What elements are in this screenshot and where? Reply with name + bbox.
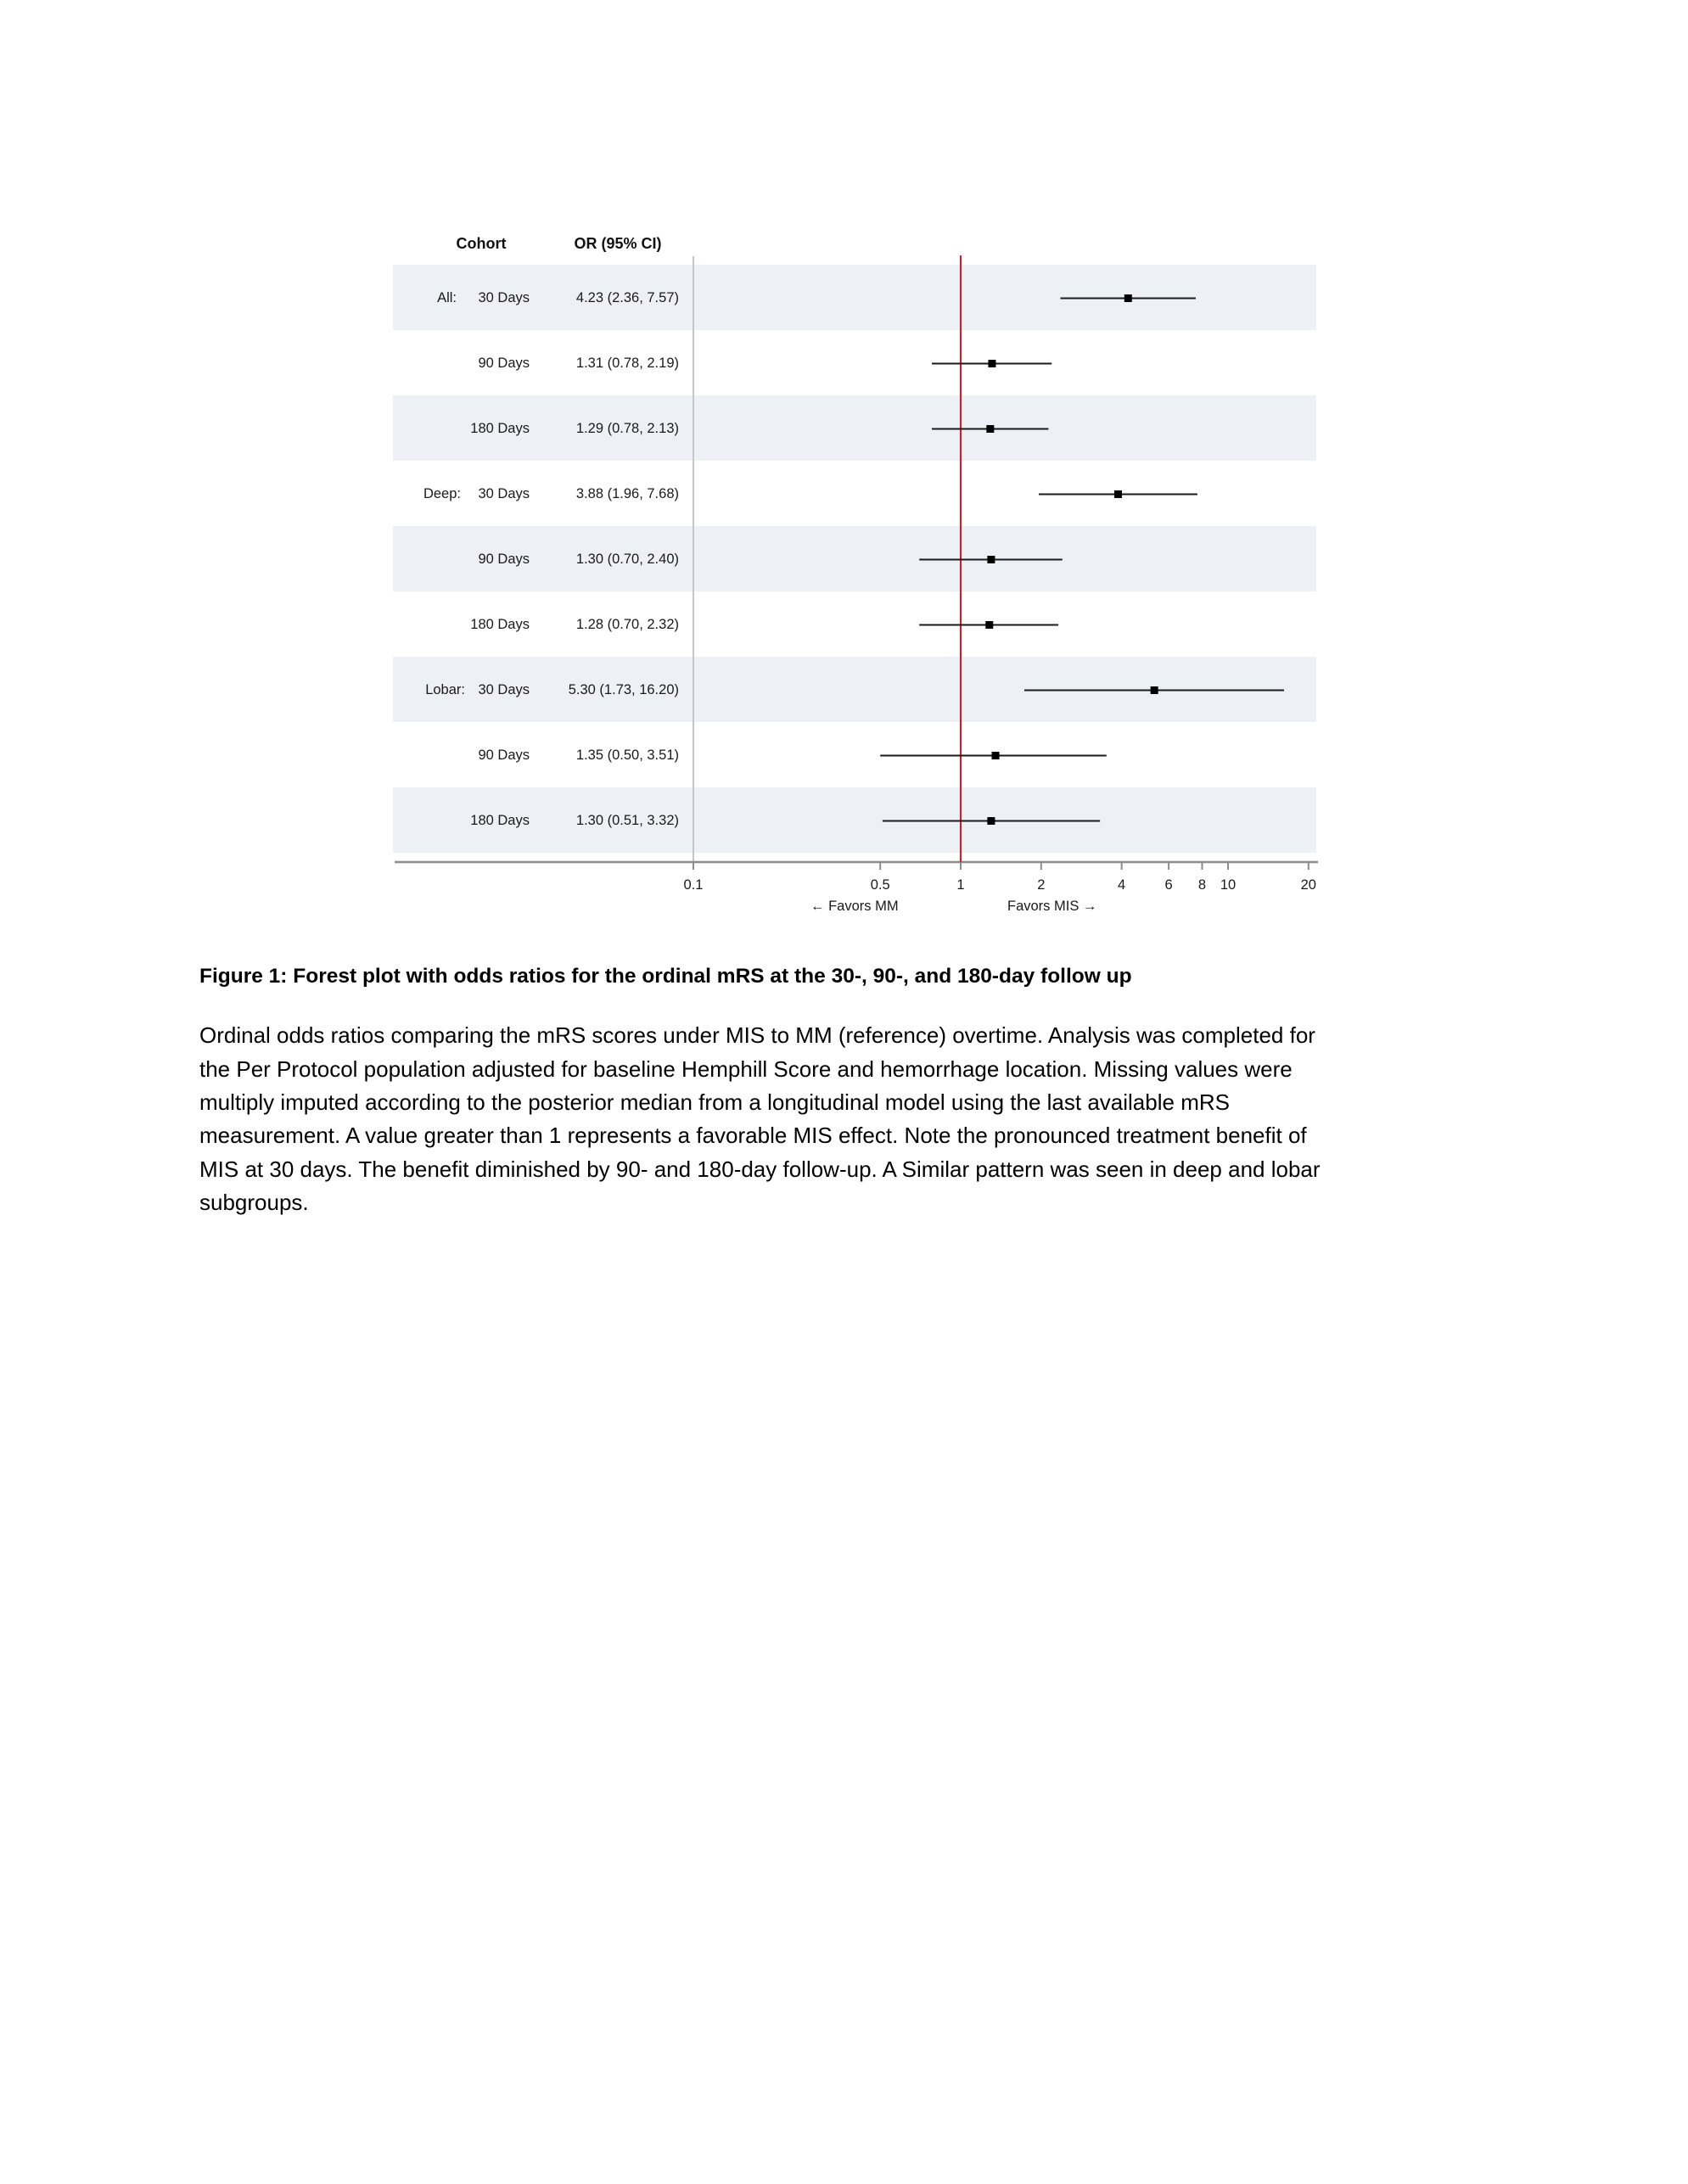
cohort-group-label: Deep: [423, 485, 461, 501]
or-ci-value: 1.35 (0.50, 3.51) [575, 747, 679, 763]
x-tick-label: 0.1 [683, 877, 704, 893]
or-ci-value: 1.30 (0.70, 2.40) [575, 551, 679, 567]
x-tick-label: 2 [1037, 877, 1046, 893]
cohort-timepoint-label: 30 Days [478, 289, 530, 305]
caption-line: measurement. A value greater than 1 represents a favorable MIS effect. Note the pronounced treatment benefit of [199, 1123, 1307, 1148]
x-tick-label: 8 [1197, 877, 1207, 893]
x-tick-label: 4 [1118, 877, 1126, 893]
or-point-marker [1124, 294, 1132, 302]
or-point-marker [986, 425, 994, 433]
caption-line: subgroups. [199, 1190, 309, 1215]
or-point-marker [987, 817, 995, 825]
cohort-timepoint-label: 90 Days [478, 551, 530, 567]
or-ci-value: 3.88 (1.96, 7.68) [575, 485, 679, 501]
cohort-timepoint-label: 90 Days [478, 355, 530, 371]
or-point-marker [1151, 686, 1158, 694]
favors-right-label: Favors MIS → [1007, 899, 1097, 914]
or-ci-value: 5.30 (1.73, 16.20) [568, 681, 679, 697]
or-ci-value: 4.23 (2.36, 7.57) [575, 289, 679, 305]
figure-caption-title: Figure 1: Forest plot with odds ratios for the ordinal mRS at the 30-, 90-, and 180-day follow up [199, 965, 1132, 988]
cohort-group-label: Lobar: [425, 681, 465, 697]
or-ci-value: 1.28 (0.70, 2.32) [575, 616, 679, 632]
cohort-timepoint-label: 180 Days [470, 616, 530, 632]
or-ci-value: 1.29 (0.78, 2.13) [575, 420, 679, 436]
caption-line: the Per Protocol population adjusted for baseline Hemphill Score and hemorrhage location. Missing values were [199, 1056, 1293, 1082]
or-point-marker [987, 556, 995, 563]
caption-line: multiply imputed according to the posterior median from a longitudinal model using the last available mRS [199, 1089, 1230, 1115]
forest-plot [0, 0, 1688, 933]
x-tick-label: 1 [956, 877, 965, 893]
cohort-timepoint-label: 30 Days [478, 485, 530, 501]
or-point-marker [988, 360, 995, 367]
or-point-marker [985, 621, 993, 629]
caption-line: MIS at 30 days. The benefit diminished by 90- and 180-day follow-up. A Similar pattern was seen in deep and lobar [199, 1156, 1321, 1182]
x-tick-label: 0.5 [870, 877, 890, 893]
x-tick-label: 6 [1164, 877, 1173, 893]
or-ci-value: 1.30 (0.51, 3.32) [575, 812, 679, 828]
caption-line: Ordinal odds ratios comparing the mRS scores under MIS to MM (reference) overtime. Analysis was completed for [199, 1022, 1315, 1048]
or-ci-value: 1.31 (0.78, 2.19) [575, 355, 679, 371]
or-point-marker [1114, 490, 1122, 498]
cohort-timepoint-label: 30 Days [478, 681, 530, 697]
column-header-or-ci: OR (95% CI) [574, 235, 662, 252]
or-point-marker [992, 752, 1000, 759]
cohort-timepoint-label: 180 Days [470, 420, 530, 436]
cohort-timepoint-label: 180 Days [470, 812, 530, 828]
x-tick-label: 20 [1300, 877, 1316, 893]
column-header-cohort: Cohort [456, 235, 507, 252]
cohort-timepoint-label: 90 Days [478, 747, 530, 763]
favors-left-label: ← Favors MM [810, 899, 899, 914]
x-tick-label: 10 [1220, 877, 1237, 893]
cohort-group-label: All: [437, 289, 457, 305]
